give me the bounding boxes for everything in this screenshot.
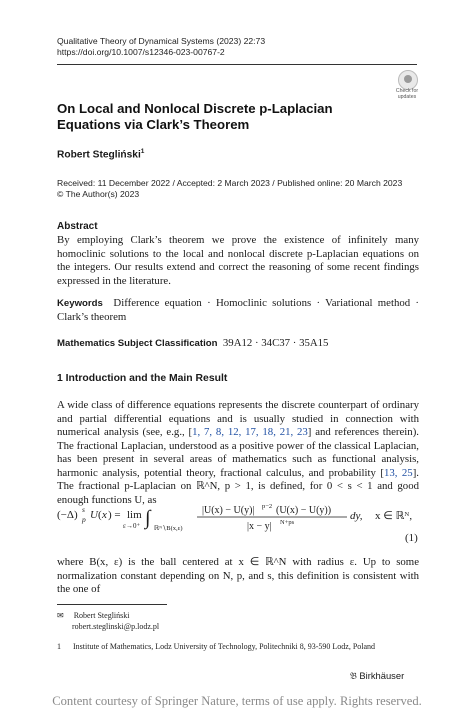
svg-text:lim: lim bbox=[127, 509, 142, 521]
msc bbox=[57, 337, 419, 351]
journal-header bbox=[57, 36, 265, 58]
keywords-label: Keywords bbox=[57, 298, 103, 309]
fractional-laplacian-equation bbox=[57, 500, 423, 550]
abstract-text: By employing Clark’s theorem we prove the existence of infinitely many homoclinic solutions to the local and nonlocal discrete p-Laplacian equations on the integers. Our results extend and correct the reasoning of some recent findings expressed in the literature. bbox=[57, 234, 419, 287]
journal-citation: Qualitative Theory of Dynamical Systems (2023) 22:73 bbox=[57, 36, 266, 46]
publication-dates bbox=[57, 178, 402, 200]
intro-paragraph-2: where B(x, ε) is the ball centered at x ∈ ℝ^N with radius ε. Up to some normalization constant depending on N, p, and s, this definition is consistent with the one of bbox=[57, 556, 419, 595]
citation-links-1[interactable]: 1, 7, 8, 12, 17, 18, 21, 23 bbox=[192, 426, 308, 438]
svg-text:(−Δ): (−Δ) bbox=[57, 509, 78, 521]
author-name: Robert Stegliński bbox=[57, 149, 141, 161]
intro-text-2: ] and references therein). The fractional Laplacian, understood as a positive power of the classical Laplacian, has been present in several areas of mathematics such as functional analysis, harmonic analysis, potential theory, fractional calculus, and probability [ bbox=[57, 426, 419, 479]
copyright-line: © The Author(s) 2023 bbox=[57, 189, 140, 199]
keywords-text: Difference equation · Homoclinic solutions · Variational method · Clark’s theorem bbox=[57, 297, 419, 323]
svg-text:ℝᴺ∖B(x,ε): ℝᴺ∖B(x,ε) bbox=[154, 525, 183, 532]
affiliation-number: 1 bbox=[57, 642, 61, 651]
svg-text:s: s bbox=[82, 505, 85, 514]
msc-label: Mathematics Subject Classification bbox=[57, 338, 218, 349]
svg-text:p: p bbox=[82, 515, 86, 524]
intro-paragraph bbox=[57, 399, 419, 507]
courtesy-watermark: Content courtesy of Springer Nature, terms of use apply. Rights reserved. bbox=[52, 694, 422, 708]
check-for-updates-icon bbox=[398, 70, 418, 90]
email-link[interactable]: robert.steglinski@p.lodz.pl bbox=[72, 622, 160, 631]
author bbox=[57, 148, 144, 160]
affiliation bbox=[57, 642, 375, 653]
envelope-icon: ✉ bbox=[57, 611, 64, 620]
svg-text:U: U bbox=[90, 509, 98, 521]
svg-text:∫: ∫ bbox=[145, 507, 151, 529]
correspondence bbox=[57, 611, 129, 622]
check-for-updates-badge[interactable] bbox=[394, 70, 420, 100]
badge-line2: updates bbox=[397, 93, 417, 100]
intro-text-1: A wide class of difference equations represents the discrete counterpart of ordinary and partial differential equations and is usually studied in connection with numerical analysis (see, e.g., [ bbox=[57, 399, 419, 438]
svg-text:x: x bbox=[102, 509, 107, 521]
equation-number: (1) bbox=[405, 532, 418, 544]
author-affiliation-mark: 1 bbox=[140, 148, 145, 155]
section-heading: 1 Introduction and the Main Result bbox=[57, 373, 228, 384]
svg-text:dy,: dy, bbox=[350, 510, 363, 522]
publisher-logo bbox=[350, 670, 404, 682]
citation-links-2[interactable]: 13, 25 bbox=[383, 466, 413, 479]
corresponding-author: Robert Stegliński bbox=[73, 611, 130, 620]
svg-text:(U(x) − U(y)): (U(x) − U(y)) bbox=[276, 505, 332, 516]
svg-text:p−2: p−2 bbox=[262, 503, 273, 510]
paper-title: On Local and Nonlocal Discrete p-Laplacian Equations via Clark’s Theorem bbox=[57, 101, 333, 132]
svg-text:ε→0⁺: ε→0⁺ bbox=[123, 522, 141, 530]
publisher-name: Birkhäuser bbox=[359, 670, 405, 681]
affiliation-text: Institute of Mathematics, Lodz University of Technology, Politechniki 8, 93-590 Lodz, Poland bbox=[73, 642, 376, 651]
msc-text: 39A12 · 34C37 · 35A15 bbox=[222, 337, 329, 349]
svg-text:x ∈ ℝᴺ,: x ∈ ℝᴺ, bbox=[375, 510, 413, 522]
svg-text:) =: ) = bbox=[108, 509, 121, 521]
svg-text:N+ps: N+ps bbox=[280, 519, 295, 526]
doi-link[interactable]: https://doi.org/10.1007/s12346-023-00767-2 bbox=[57, 47, 225, 57]
svg-text:|U(x) − U(y)|: |U(x) − U(y)| bbox=[202, 505, 255, 516]
svg-text:|x − y|: |x − y| bbox=[247, 521, 272, 532]
birkhauser-icon: 𝔅 bbox=[350, 670, 357, 681]
header-divider bbox=[57, 64, 417, 65]
svg-text:(: ( bbox=[98, 509, 102, 521]
keywords bbox=[57, 297, 419, 324]
abstract-heading: Abstract bbox=[57, 221, 98, 232]
equation-block bbox=[57, 500, 423, 550]
footnote-divider bbox=[57, 604, 167, 605]
intro-text-3: ]. The fractional p-Laplacian on ℝ^N, p > 1, is defined, for 0 < s < 1 and good enough functions U, as bbox=[57, 466, 419, 506]
badge-line1: Check for bbox=[395, 88, 419, 94]
dates-line: Received: 11 December 2022 / Accepted: 2 March 2023 / Published online: 20 March 2023 bbox=[57, 178, 403, 188]
